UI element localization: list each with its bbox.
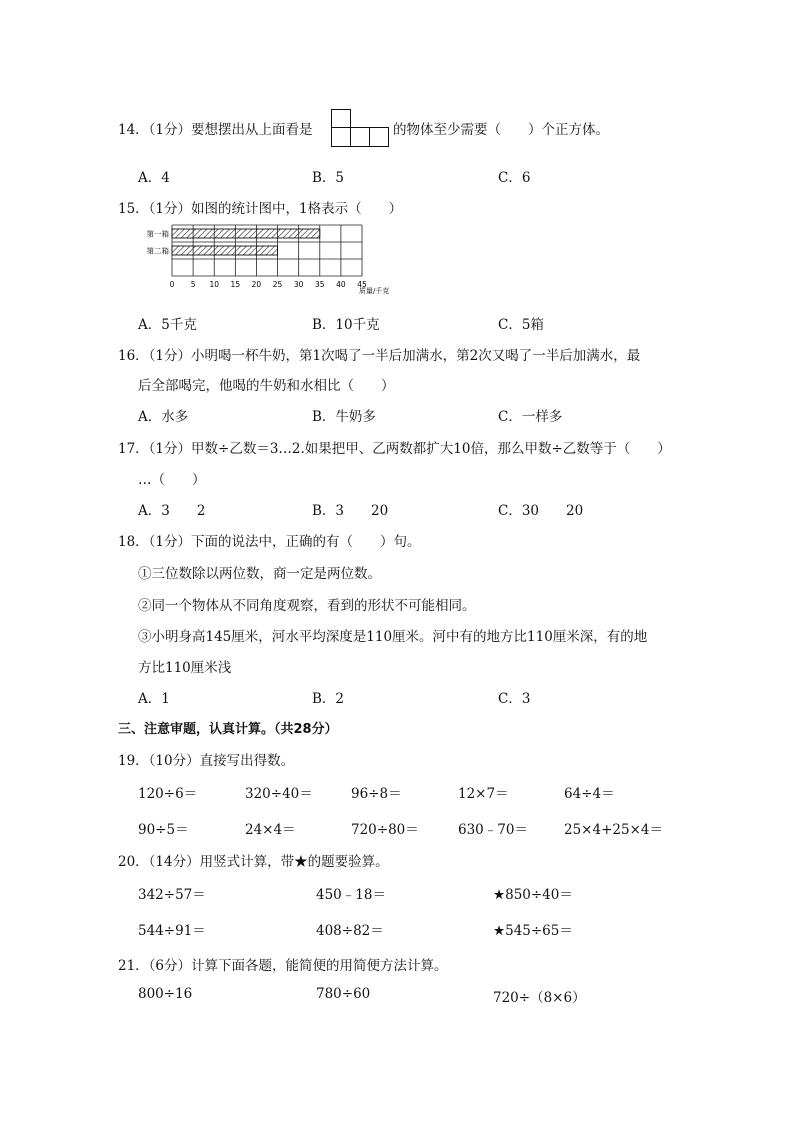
- q19-item: 720÷80＝: [351, 822, 419, 838]
- top-view-figure: [331, 109, 389, 147]
- x-axis-label: 质量/千克: [359, 287, 390, 295]
- q19-item: 120÷6＝: [138, 786, 198, 802]
- q20-item: ★850÷40＝: [493, 887, 573, 903]
- q17-option-b: B．3 20: [312, 503, 389, 519]
- q14-stem-part1: 14．（1分）要想摆出从上面看是: [118, 122, 313, 138]
- x-tick-label: 30: [293, 280, 304, 289]
- q21-stem: 21．（6分）计算下面各题，能简便的用简便方法计算。: [118, 958, 448, 974]
- q18-option-b: B．2: [312, 691, 345, 707]
- q18-statement-1: ①三位数除以两位数，商一定是两位数。: [138, 566, 381, 582]
- q20-item: 544÷91＝: [138, 923, 206, 939]
- q18-option-a: A．1: [138, 691, 170, 707]
- q16-option-b: B．牛奶多: [312, 409, 376, 425]
- q19-item: 24×4＝: [245, 822, 296, 838]
- q15-option-b: B．10千克: [312, 317, 380, 333]
- q14-stem-part2: 的物体至少需要（ ）个正方体。: [393, 122, 609, 138]
- q19-item: 25×4+25×4＝: [564, 822, 663, 838]
- q18-stem: 18．（1分）下面的说法中，正确的有（ ）句。: [118, 534, 421, 550]
- q20-stem: 20．（14分）用竖式计算，带★的题要验算。: [118, 854, 389, 870]
- x-tick-label: 45: [357, 280, 367, 289]
- q18-statement-3-line1: ③小明身高145厘米，河水平均深度是110厘米。河中有的地方比110厘米深，有的地: [138, 629, 648, 645]
- q19-item: 96÷8＝: [351, 786, 402, 802]
- category-label: 第一箱: [146, 229, 169, 239]
- q18-statement-3-line2: 方比110厘米浅: [138, 660, 232, 676]
- q17-option-c: C．30 20: [498, 503, 584, 519]
- q20-item: 408÷82＝: [316, 923, 384, 939]
- q19-item: 630﹣70＝: [458, 822, 528, 838]
- q16-option-a: A．水多: [138, 409, 189, 425]
- q19-item: 12×7＝: [458, 786, 509, 802]
- q15-option-c: C．5箱: [498, 317, 544, 333]
- q16-stem-line1: 16．（1分）小明喝一杯牛奶，第1次喝了一半后加满水，第2次又喝了一半后加满水，最: [118, 348, 641, 364]
- q21-item: 800÷16: [138, 986, 193, 1002]
- q15-option-a: A．5千克: [138, 317, 197, 333]
- category-label: 第二箱: [146, 246, 169, 256]
- q21-item: 780÷60: [316, 986, 371, 1002]
- q19-item: 90÷5＝: [138, 822, 189, 838]
- x-tick-label: 25: [272, 280, 283, 289]
- q17-option-a: A．3 2: [138, 503, 206, 519]
- q19-stem: 19．（10分）直接写出得数。: [118, 753, 295, 769]
- q19-item: 320÷40＝: [245, 786, 313, 802]
- q20-item: 342÷57＝: [138, 887, 206, 903]
- x-tick-label: 0: [169, 280, 175, 289]
- q19-item: 64÷4＝: [564, 786, 615, 802]
- bar-1: [172, 229, 320, 238]
- q17-stem-line1: 17．（1分）甲数÷乙数＝3…2.如果把甲、乙两数都扩大10倍，那么甲数÷乙数等于（ ）: [118, 441, 671, 457]
- bar-chart: [140, 222, 390, 296]
- q14-option-c: C．6: [498, 170, 531, 186]
- q15-stem: 15．（1分）如图的统计图中，1格表示（ ）: [118, 201, 403, 217]
- q14-option-a: A．4: [138, 170, 170, 186]
- q21-item: 720÷（8×6）: [493, 990, 586, 1006]
- q17-stem-line2: …（ ）: [138, 472, 206, 488]
- x-tick-label: 5: [190, 280, 196, 289]
- x-tick-label: 10: [209, 280, 219, 289]
- x-tick-label: 15: [230, 280, 241, 289]
- q14-option-b: B．5: [312, 170, 345, 186]
- q18-option-c: C．3: [498, 691, 531, 707]
- q20-item: ★545÷65＝: [493, 923, 573, 939]
- bar-2: [172, 246, 278, 255]
- q16-stem-line2: 后全部喝完，他喝的牛奶和水相比（ ）: [138, 378, 395, 394]
- q16-option-c: C．一样多: [498, 409, 563, 425]
- section-3-heading: 三、注意审题，认真计算。（共28分）: [118, 722, 338, 737]
- x-tick-label: 35: [315, 280, 325, 289]
- q18-statement-2: ②同一个物体从不同角度观察，看到的形状不可能相同。: [138, 598, 476, 614]
- q20-item: 450﹣18＝: [316, 887, 386, 903]
- x-tick-label: 20: [251, 280, 262, 289]
- x-tick-label: 40: [336, 280, 346, 289]
